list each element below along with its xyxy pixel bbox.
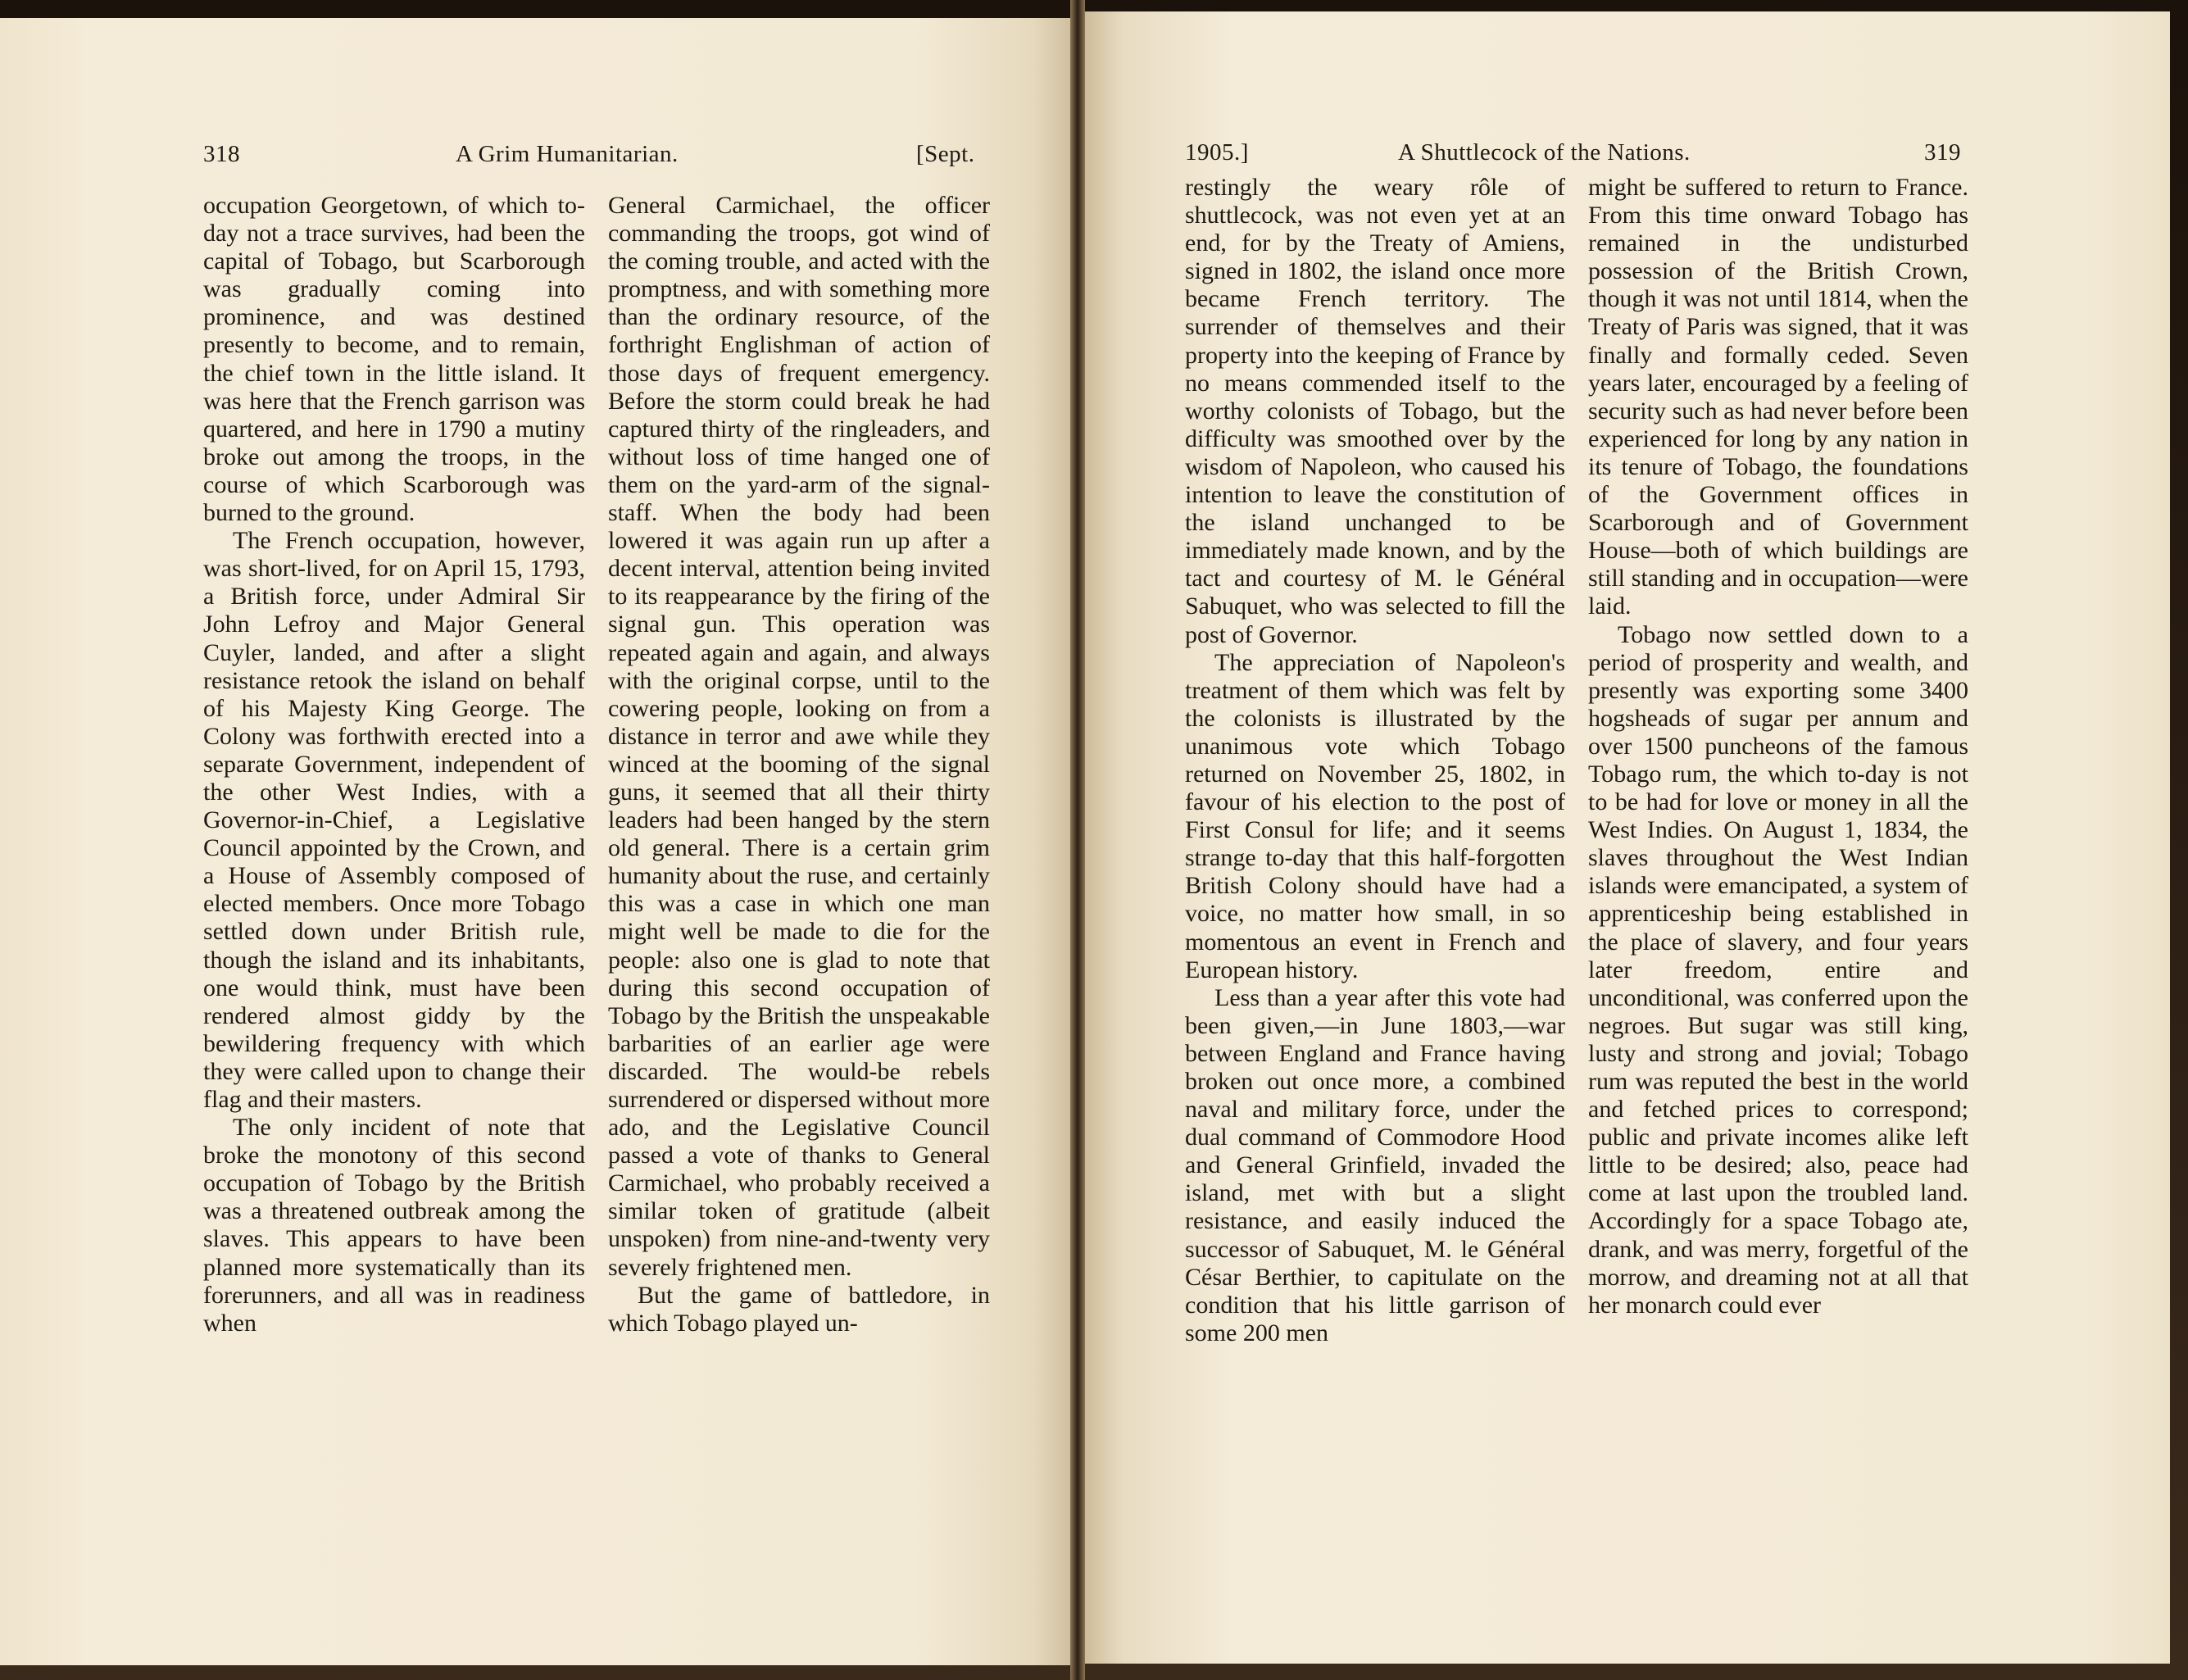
paragraph: The appreciation of Napoleon's treatment of them which was felt by the colonists is illustrated by the unanimous vote which Tobago returned on November 25, 1802, in favour of his election to the post of First Consul for life; and it seems strange to-day that this half-forgotten British Colony should have had a voice, no matter how small, in so momentous an event in French and European history. (1185, 648, 1565, 983)
paragraph: Less than a year after this vote had been given,—in June 1803,—war between England and France having broken out once more, a combined naval and military force, under the dual command of Commodore Hood and General Grinfield, invaded the island, met with but a slight resistance, and easily induced the successor of Sabuquet, M. le Général César Berthier, to capitulate on the condition that his little garrison of some 200 men (1185, 983, 1565, 1346)
paragraph: might be suffered to return to France. From this time onward Tobago has remained in the undisturbed possession of the British Crown, though it was not until 1814, when the Treaty of Paris was signed, that it was finally and formally ceded. Seven years later, encouraged by a feeling of security such as had never before been experienced for long by any nation in its tenure of Tobago, the foundations of the Government offices in Scarborough and of Government House—both of which buildings are still standing and in occupation—were laid. (1588, 174, 1968, 620)
left-running-title: A Grim Humanitarian. (456, 141, 679, 167)
paragraph: The French occupation, however, was short-lived, for on April 15, 1793, a British force, under Admiral Sir John Lefroy and Major General Cuyler, landed, and after a slight resistance retook the island on behalf of his Majesty King George. The Colony was forthwith erected into a separate Government, independent of the other West Indies, with a Governor-in-Chief, a Legislative Council appointed by the Crown, and a House of Assembly composed of elected members. Once more Tobago settled down under British rule, though the island and its inhabitants, one would think, must have been rendered almost giddy by the bewildering frequency with which they were called upon to change their flag and their masters. (203, 527, 585, 1113)
paragraph: occupation Georgetown, of which to-day not a trace survives, had been the capital of Tobago, but Scarborough was gradually coming into prominence, and was destined presently to become, and to remain, the chief town in the little island. It was here that the French garrison was quartered, and here in 1790 a mutiny broke out among the troops, in the course of which Scarborough was burned to the ground. (203, 192, 585, 527)
left-page-column-1 (203, 192, 585, 1337)
paragraph: But the game of battledore, in which Tobago played un- (608, 1281, 990, 1337)
left-page-number: 318 (203, 141, 240, 167)
paragraph: restingly the weary rôle of shuttlecock, was not even yet at an end, for by the Treaty of Amiens, signed in 1802, the island once more became French territory. The surrender of themselves and their property into the keeping of France by no means commended itself to the worthy colonists of Tobago, but the difficulty was smoothed over by the wisdom of Napoleon, who caused his intention to leave the constitution of the island unchanged to be immediately made known, and by the tact and courtesy of M. le Général Sabuquet, who was selected to fill the post of Governor. (1185, 174, 1565, 648)
paragraph: Tobago now settled down to a period of prosperity and wealth, and presently was exporting some 3400 hogsheads of sugar per annum and over 1500 puncheons of the famous Tobago rum, the which to-day is not to be had for love or money in all the West Indies. On August 1, 1834, the slaves throughout the West Indian islands were emancipated, a system of apprenticeship being established in the place of slavery, and four years later freedom, entire and unconditional, was conferred upon the negroes. But sugar was still king, lusty and strong and jovial; Tobago rum was reputed the best in the world and fetched prices to correspond; public and private incomes alike left little to be desired; also, peace had come at last upon the troubled land. Accordingly for a space Tobago ate, drank, and was merry, forgetful of the morrow, and dreaming not at all that her monarch could ever (1588, 620, 1968, 1319)
paragraph: General Carmichael, the officer commanding the troops, got wind of the coming trouble, and acted with the promptness, and with something more than the ordinary resource, of the forthright Englishman of action of those days of frequent emergency. Before the storm could break he had captured thirty of the ringleaders, and without loss of time hanged one of them on the yard-arm of the signal-staff. When the body had been lowered it was again run up after a decent interval, attention being invited to its reappearance by the firing of the signal gun. This operation was repeated again and again, and always with the original corpse, until to the cowering people, looking on from a distance in terror and awe while they winced at the booming of the signal guns, it seemed that all their thirty leaders had been hanged by the stern old general. There is a certain grim humanity about the ruse, and certainly this was a case in which one man might well be made to die for the people: also one is glad to note that during this second occupation of Tobago by the British the unspeakable barbarities of an earlier age were discarded. The would-be rebels surrendered or dispersed without more ado, and the Legislative Council passed a vote of thanks to General Carmichael, who probably received a similar token of gratitude (albeit unspoken) from nine-and-twenty very severely frightened men. (608, 192, 990, 1281)
right-date-mark: 1905.] (1185, 139, 1249, 166)
left-page-column-2 (608, 192, 990, 1337)
right-page-column-2 (1588, 174, 1968, 1319)
book-gutter (1070, 0, 1085, 1680)
right-page-column-1 (1185, 174, 1565, 1347)
left-date-mark: [Sept. (916, 141, 975, 167)
paragraph: The only incident of note that broke the monotony of this second occupation of Tobago by the British was a threatened outbreak among the slaves. This appears to have been planned more systematically than its forerunners, and all was in readiness when (203, 1114, 585, 1337)
left-page (0, 18, 1075, 1665)
right-page-number: 319 (1924, 139, 1961, 166)
right-running-title: A Shuttlecock of the Nations. (1398, 139, 1691, 166)
